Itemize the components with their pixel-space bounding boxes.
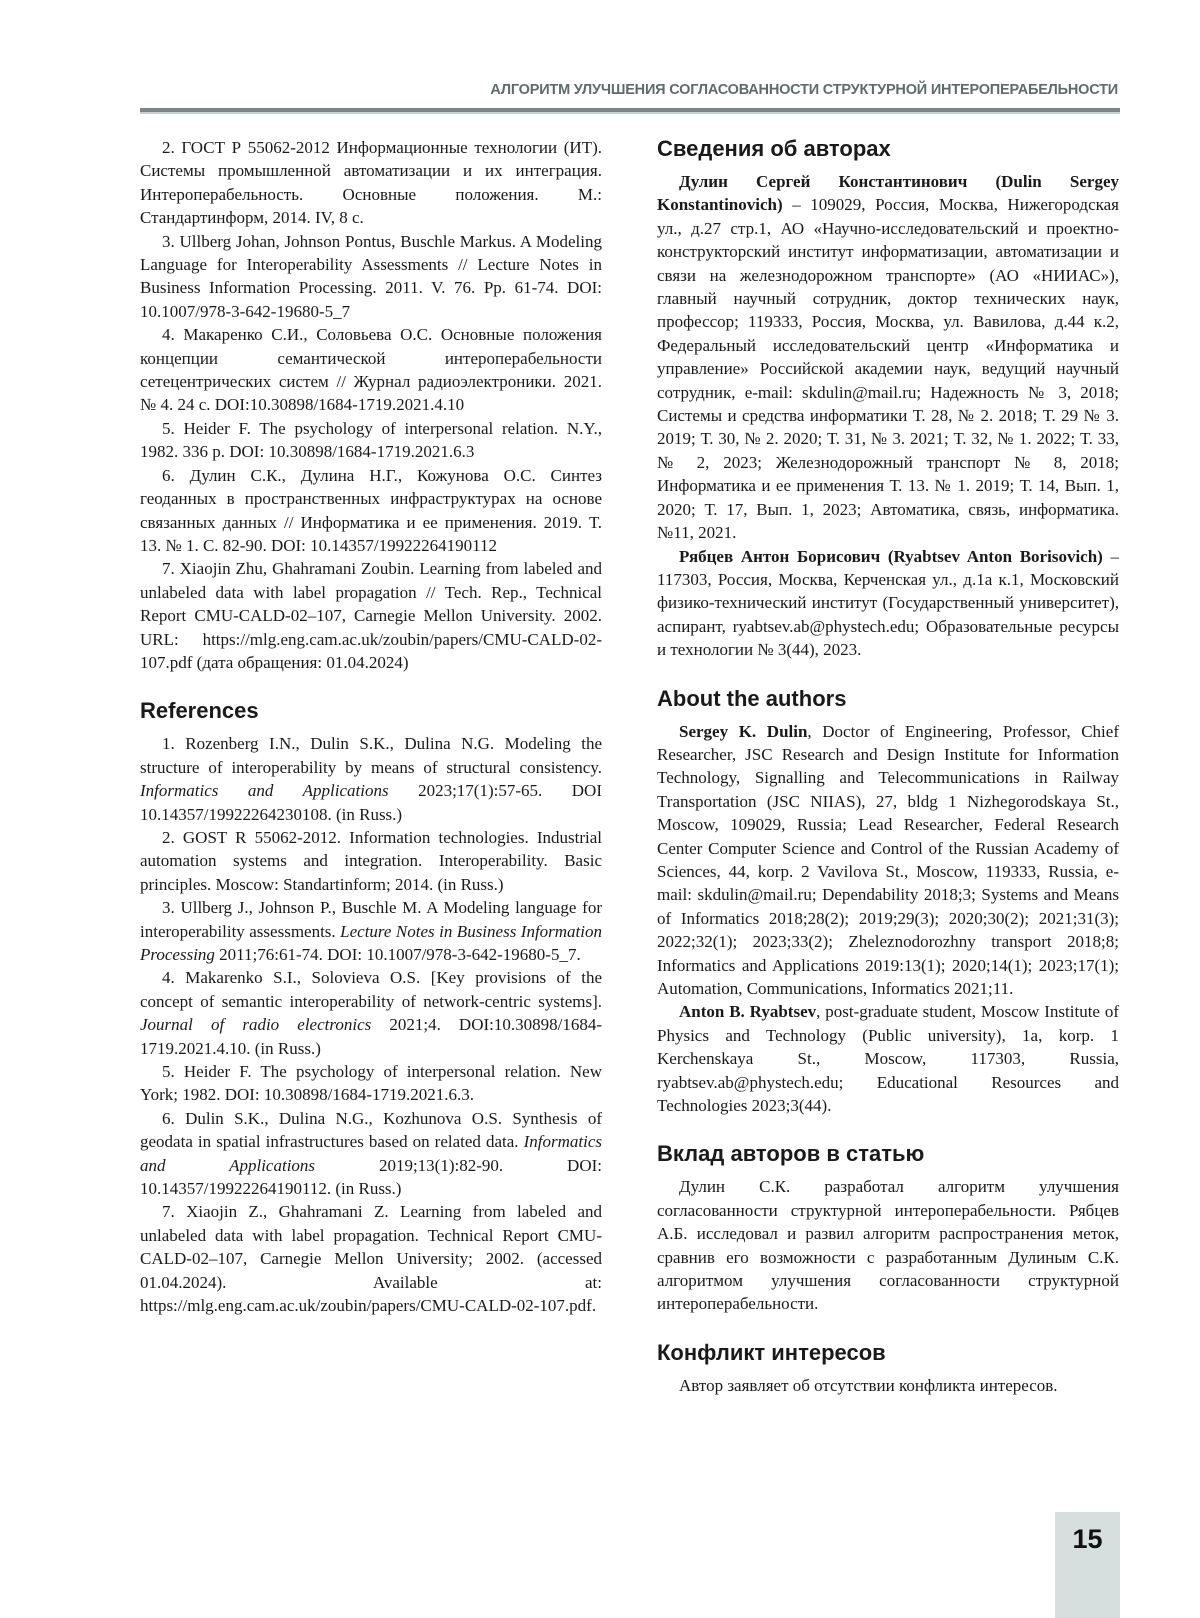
text-run: 2019;13(1):82-90. DOI: 10.14357/19922264190112. (in Russ.): [140, 1156, 602, 1198]
page-number-box: [1055, 1512, 1120, 1618]
authors-ru-heading: Сведения об авторах: [657, 136, 1119, 162]
text-run: 5. Heider F. The psychology of interpersonal relation. New York; 1982. DOI: 10.30898/1684-1719.2021.6.3.: [140, 1062, 602, 1104]
text-run: 3. Ullberg J., Johnson P., Buschle M. A Modeling language for interoperability assessments.: [140, 898, 602, 940]
paragraph: [140, 323, 602, 417]
author-name: Sergey K. Dulin: [679, 722, 807, 741]
text-run: 7. Xiaojin Zhu, Ghahramani Zoubin. Learning from labeled and unlabeled data with label propagation // Tech. Rep., Technical Report CMU-CALD-02–107, Carnegie Mellon University. 2002. URL: https://mlg.eng.cam.ac.uk/zoubin/papers/CMU-CALD-02-107.pdf (дата обращения: 01.04.2024): [140, 559, 602, 672]
paragraph: [140, 464, 602, 558]
text-run: 6. Дулин С.К., Дулина Н.Г., Кожунова О.С. Синтез геоданных в пространственных инфраструктурах на основе связанных данных // Информатика и ее применения. 2019. Т. 13. № 1. С. 82-90. DOI: 10.14357/19922264190112: [140, 466, 602, 555]
paragraph: [140, 966, 602, 1060]
authors-en-section: [657, 720, 1119, 1118]
journal-title: Lecture Notes in Business Information Processing: [140, 922, 602, 964]
contribution-heading: Вклад авторов в статью: [657, 1141, 1119, 1167]
paragraph: [140, 896, 602, 966]
text-run: 2011;76:61-74. DOI: 10.1007/978-3-642-19680-5_7.: [215, 945, 581, 964]
paragraph: [140, 1060, 602, 1107]
text-run: 2021;4. DOI:10.30898/1684-1719.2021.4.10. (in Russ.): [140, 1015, 602, 1057]
journal-title: Informatics and Applications: [140, 781, 389, 800]
paragraph: [140, 136, 602, 230]
text-run: , post-graduate student, Moscow Institute of Physics and Technology (Public university), 1a, korp. 1 Kerchenskaya St., Moscow, 117303, Russia, ryabtsev.ab@phystech.edu; Educational Resources and Technologies 2023;3(44).: [657, 1002, 1119, 1115]
author-name: Дулин Сергей Константинович (Dulin Sergey Konstantinovich): [657, 172, 1119, 214]
paragraph: [140, 230, 602, 324]
text-run: 1. Rozenberg I.N., Dulin S.K., Dulina N.G. Modeling the structure of interoperability by means of structural consistency.: [140, 734, 602, 776]
text-run: – 109029, Россия, Москва, Нижегородская ул., д.27 стр.1, АО «Научно-исследовательский и проектно-конструкторский институт информатизации, автоматизации и связи на железнодорожном транспорте» (АО «НИИАС»), главный научный сотрудник, доктор технических наук, профессор; 119333, Россия, Москва, ул. Вавилова, д.44 к.2, Федеральный исследовательский центр «Информатика и управление» Российской академии наук, ведущий научный сотрудник, e-mail: skdulin@mail.ru; Надежность № 3, 2018; Системы и средства информатики Т. 28, № 2. 2018; Т. 29 № 3. 2019; Т. 30, № 2. 2020; Т. 31, № 3. 2021; Т. 32, № 1. 2022; Т. 33, № 2, 2023; Железнодорожный транспорт № 8, 2018; Информатика и ее применения Т. 13. № 1. 2019; Т. 14, Вып. 1, 2020; Т. 17, Вып. 1, 2023; Автоматика, связь, информатика. №11, 2021.: [657, 195, 1119, 542]
paragraph: [657, 1374, 1119, 1397]
paragraph: [140, 417, 602, 464]
contribution-section: [657, 1175, 1119, 1315]
text-run: 3. Ullberg Johan, Johnson Pontus, Buschle Markus. A Modeling Language for Interoperability Assessments // Lecture Notes in Business Information Processing. 2011. V. 76. Pp. 61-74. DOI: 10.1007/978-3-642-19680-5_7: [140, 232, 602, 321]
journal-title: Journal of radio electronics: [140, 1015, 371, 1034]
conflict-section: [657, 1374, 1119, 1397]
header-rule: [140, 108, 1120, 114]
text-run: 7. Xiaojin Z., Ghahramani Z. Learning from labeled and unlabeled data with label propagation. Technical Report CMU-CALD-02–107, Carnegie Mellon University; 2002. (accessed 01.04.2024). Available at: https://mlg.eng.cam.ac.uk/zoubin/papers/CMU-CALD-02-107.pdf.: [140, 1202, 602, 1315]
english-reference-list: [140, 732, 602, 1317]
paragraph: [140, 1200, 602, 1317]
russian-reference-list: [140, 136, 602, 674]
conflict-heading: Конфликт интересов: [657, 1340, 1119, 1366]
text-run: Автор заявляет об отсутствии конфликта интересов.: [679, 1376, 1058, 1395]
text-run: 6. Dulin S.K., Dulina N.G., Kozhunova O.S. Synthesis of geodata in spatial infrastructures based on related data.: [140, 1109, 602, 1151]
references-heading: References: [140, 698, 602, 724]
text-run: Дулин С.К. разработал алгоритм улучшения согласованности структурной интероперабельности. Рябцев А.Б. исследовал и развил алгоритм распространения меток, сравнив его возможности с разработанным Дулиным С.К. алгоритмом улучшения согласованности структурной интероперабельности.: [657, 1177, 1119, 1313]
text-run: 2023;17(1):57-65. DOI 10.14357/19922264230108. (in Russ.): [140, 781, 602, 823]
paragraph: [140, 826, 602, 896]
text-run: 4. Макаренко С.И., Соловьева О.С. Основные положения концепции семантической интероперабельности сетецентрических систем // Журнал радиоэлектроники. 2021. № 4. 24 с. DOI:10.30898/1684-1719.2021.4.10: [140, 325, 602, 414]
journal-title: Informatics and Applications: [140, 1132, 602, 1174]
paragraph: [657, 545, 1119, 662]
author-name: Рябцев Антон Борисович (Ryabtsev Anton Borisovich): [679, 547, 1103, 566]
paragraph: [140, 732, 602, 826]
page-number: 15: [1055, 1524, 1120, 1555]
paragraph: [657, 720, 1119, 1001]
authors-ru-section: [657, 170, 1119, 662]
authors-en-heading: About the authors: [657, 686, 1119, 712]
right-column: [657, 136, 1119, 1397]
text-run: 2. GOST R 55062-2012. Information technologies. Industrial automation systems and integration. Interoperability. Basic principles. Moscow: Standartinform; 2014. (in Russ.): [140, 828, 602, 894]
text-run: 2. ГОСТ Р 55062-2012 Информационные технологии (ИТ). Системы промышленной автоматизации и их интеграция. Интероперабельность. Основные положения. М.: Стандартинформ, 2014. IV, 8 с.: [140, 138, 602, 227]
paragraph: [657, 170, 1119, 545]
text-run: , Doctor of Engineering, Professor, Chief Researcher, JSC Research and Design Institute for Information Technology, Signalling and Telecommunications in Railway Transportation (JSC NIIAS), 27, bldg 1 Nizhegorodskaya St., Moscow, 109029, Russia; Lead Researcher, Federal Research Center Computer Science and Control of the Russian Academy of Sciences, 44, korp. 2 Vavilova St., Moscow, 119333, Russia, e-mail: skdulin@mail.ru; Dependability 2018;3; Systems and Means of Informatics 2018;28(2); 2019;29(3); 2020;30(2); 2021;31(3); 2022;32(1); 2023;33(2); Zheleznodorozhny transport 2018;8; Informatics and Applications 2019:13(1); 2020;14(1); 2023;17(1); Automation, Communications, Informatics 2021;11.: [657, 722, 1119, 998]
text-run: 5. Heider F. The psychology of interpersonal relation. N.Y., 1982. 336 p. DOI: 10.30898/1684-1719.2021.6.3: [140, 419, 602, 461]
running-title: АЛГОРИТМ УЛУЧШЕНИЯ СОГЛАСОВАННОСТИ СТРУКТУРНОЙ ИНТЕРОПЕРАБЕЛЬНОСТИ: [490, 82, 1118, 98]
left-column: [140, 136, 602, 1318]
text-run: 4. Makarenko S.I., Solovieva O.S. [Key provisions of the concept of semantic interoperability of network-centric systems].: [140, 968, 602, 1010]
paragraph: [657, 1175, 1119, 1315]
text-run: – 117303, Россия, Москва, Керченская ул., д.1а к.1, Московский физико-технический институт (Государственный университет), аспирант, ryabtsev.ab@phystech.edu; Образовательные ресурсы и технологии № 3(44), 2023.: [657, 547, 1119, 660]
paragraph: [140, 557, 602, 674]
paragraph: [657, 1000, 1119, 1117]
author-name: Anton B. Ryabtsev: [679, 1002, 816, 1021]
paragraph: [140, 1107, 602, 1201]
